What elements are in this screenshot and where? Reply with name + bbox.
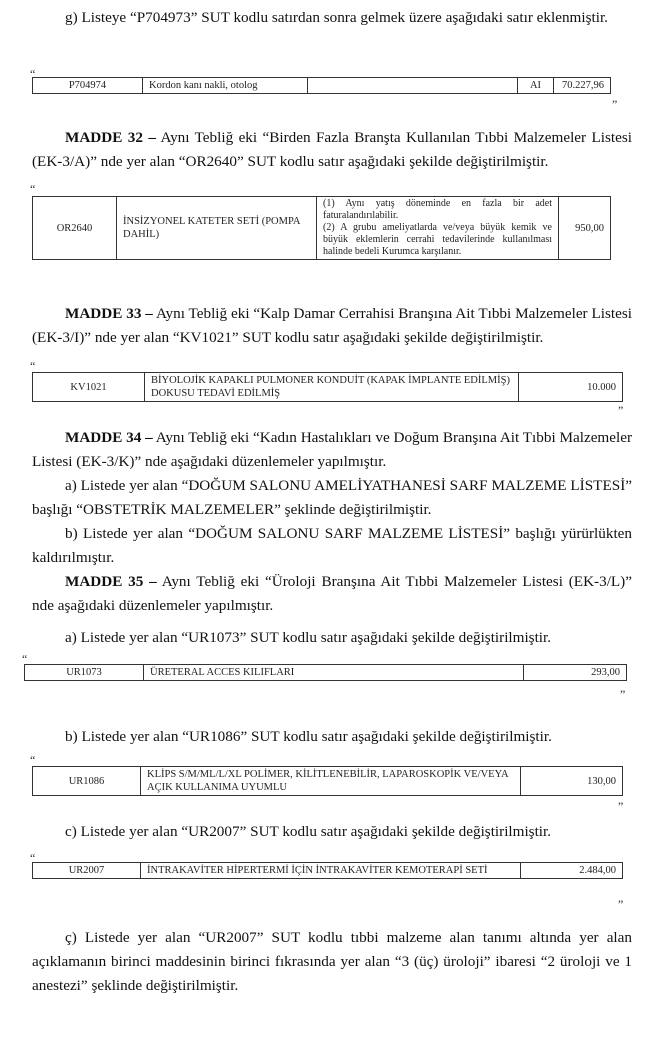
item-description: Kordon kanı nakli, otolog — [143, 78, 308, 94]
item-price: 2.484,00 — [521, 863, 623, 879]
table-or2640 — [32, 196, 611, 260]
table-ur2007 — [32, 862, 623, 879]
table-row — [33, 767, 623, 796]
table-row — [33, 197, 611, 260]
item-price: 70.227,96 — [554, 78, 611, 94]
close-quote: ” — [612, 97, 618, 111]
article-33 — [32, 302, 632, 350]
article-35-a: a) Listede yer alan “UR1073” SUT kodlu satır aşağıdaki şekilde değiştirilmiştir. — [65, 629, 552, 646]
open-quote: “ — [30, 851, 36, 865]
article-35-b: b) Listede yer alan “UR1086” SUT kodlu satır aşağıdaki şekilde değiştirilmiştir. — [65, 728, 552, 745]
note-1: (1) Aynı yatış döneminde en fazla bir adet faturalandırılabilir. — [323, 198, 552, 221]
table-ur1086 — [32, 766, 623, 796]
article-34-b: b) Listede yer alan “DOĞUM SALONU SARF MALZEME LİSTESİ” başlığı yürürlükten kaldırılmıştır. — [32, 525, 632, 566]
table-ur1073 — [24, 664, 627, 681]
article-text: Aynı Tebliğ eki “Kadın Hastalıkları ve Doğum Branşına Ait Tıbbi Malzemeler Listesi (EK-3/K)” nde aşağıdaki düzenlemeler yapılmıştır. — [32, 429, 633, 470]
item-description: İNTRAKAVİTER HİPERTERMİ İÇİN İNTRAKAVİTER KEMOTERAPİ SETİ — [141, 863, 521, 879]
close-quote: ” — [618, 897, 624, 911]
article-text: Aynı Tebliğ eki “Kalp Damar Cerrahisi Branşına Ait Tıbbi Malzemeler Listesi (EK-3/I)” nde yer alan “KV1021” SUT kodlu satır aşağıdaki şekilde değiştirilmiştir. — [32, 305, 632, 346]
close-quote: ” — [618, 403, 624, 417]
item-description: İNSİZYONEL KATETER SETİ (POMPA DAHİL) — [117, 197, 317, 260]
article-35 — [32, 570, 632, 618]
item-price: 950,00 — [559, 197, 611, 260]
table-row — [33, 78, 611, 94]
article-35-c-cedilla: ç) Listede yer alan “UR2007” SUT kodlu tıbbi malzeme alan tanımı altında yer alan açıklamanın birinci maddesinin birinci fıkrasında yer alan “3 (üç) üroloji” ibaresi “2 üroloji ve 1 anestezi” şeklinde değiştirilmiştir. — [32, 929, 632, 994]
sut-code: KV1021 — [33, 373, 145, 402]
table-row — [33, 863, 623, 879]
open-quote: “ — [30, 67, 36, 81]
sut-code: P704974 — [33, 78, 143, 94]
open-quote: “ — [22, 652, 28, 666]
item-note — [308, 78, 518, 94]
close-quote: ” — [620, 687, 626, 701]
article-35-c: c) Listede yer alan “UR2007” SUT kodlu satır aşağıdaki şekilde değiştirilmiştir. — [65, 823, 552, 840]
sut-code: UR1073 — [25, 665, 144, 681]
table-kv1021 — [32, 372, 623, 402]
open-quote: “ — [30, 753, 36, 767]
table-p704974 — [32, 77, 611, 94]
item-note — [317, 197, 559, 260]
open-quote: “ — [30, 182, 36, 196]
item-price: 293,00 — [524, 665, 627, 681]
open-quote: “ — [30, 359, 36, 373]
item-category: AI — [518, 78, 554, 94]
item-description: ÜRETERAL ACCES KILIFLARI — [144, 665, 524, 681]
article-32 — [32, 126, 632, 174]
table-row — [33, 373, 623, 402]
article-34-a: a) Listede yer alan “DOĞUM SALONU AMELİYATHANESİ SARF MALZEME LİSTESİ” başlığı “OBSTETRİK MALZEMELER” şeklinde değiştirilmiştir. — [32, 477, 632, 518]
item-description: BİYOLOJİK KAPAKLI PULMONER KONDUİT (KAPAK İMPLANTE EDİLMİŞ) DOKUSU TEDAVİ EDİLMİŞ — [145, 373, 519, 402]
article-34 — [32, 426, 632, 474]
article-text: Aynı Tebliğ eki “Birden Fazla Branşta Kullanılan Tıbbi Malzemeler Listesi (EK-3/A)” nde yer alan “OR2640” SUT kodlu satır aşağıdaki şekilde değiştirilmiştir. — [32, 129, 632, 170]
article-label: MADDE 34 – — [65, 429, 153, 446]
article-label: MADDE 35 – — [65, 573, 157, 590]
article-label: MADDE 33 – — [65, 305, 153, 322]
sut-code: UR2007 — [33, 863, 141, 879]
close-quote: ” — [618, 799, 624, 813]
item-description: KLİPS S/M/ML/L/XL POLİMER, KİLİTLENEBİLİR, LAPAROSKOPİK VE/VEYA AÇIK KULLANIMA UYUMLU — [141, 767, 521, 796]
note-2: (2) A grubu ameliyatlarda ve/veya büyük kemik ve büyük eklemlerin cerrahi tedavilerinde kullanılması halinde bedeli Kurumca karşılanır. — [323, 222, 552, 257]
sut-code: UR1086 — [33, 767, 141, 796]
item-price: 130,00 — [521, 767, 623, 796]
article-text: Aynı Tebliğ eki “Üroloji Branşına Ait Tıbbi Malzemeler Listesi (EK-3/L)” nde aşağıdaki düzenlemeler yapılmıştır. — [32, 573, 632, 614]
item-price: 10.000 — [519, 373, 623, 402]
article-label: MADDE 32 – — [65, 129, 156, 146]
paragraph-g: g) Listeye “P704973” SUT kodlu satırdan sonra gelmek üzere aşağıdaki satır eklenmiştir. — [65, 9, 608, 26]
sut-code: OR2640 — [33, 197, 117, 260]
table-row — [25, 665, 627, 681]
